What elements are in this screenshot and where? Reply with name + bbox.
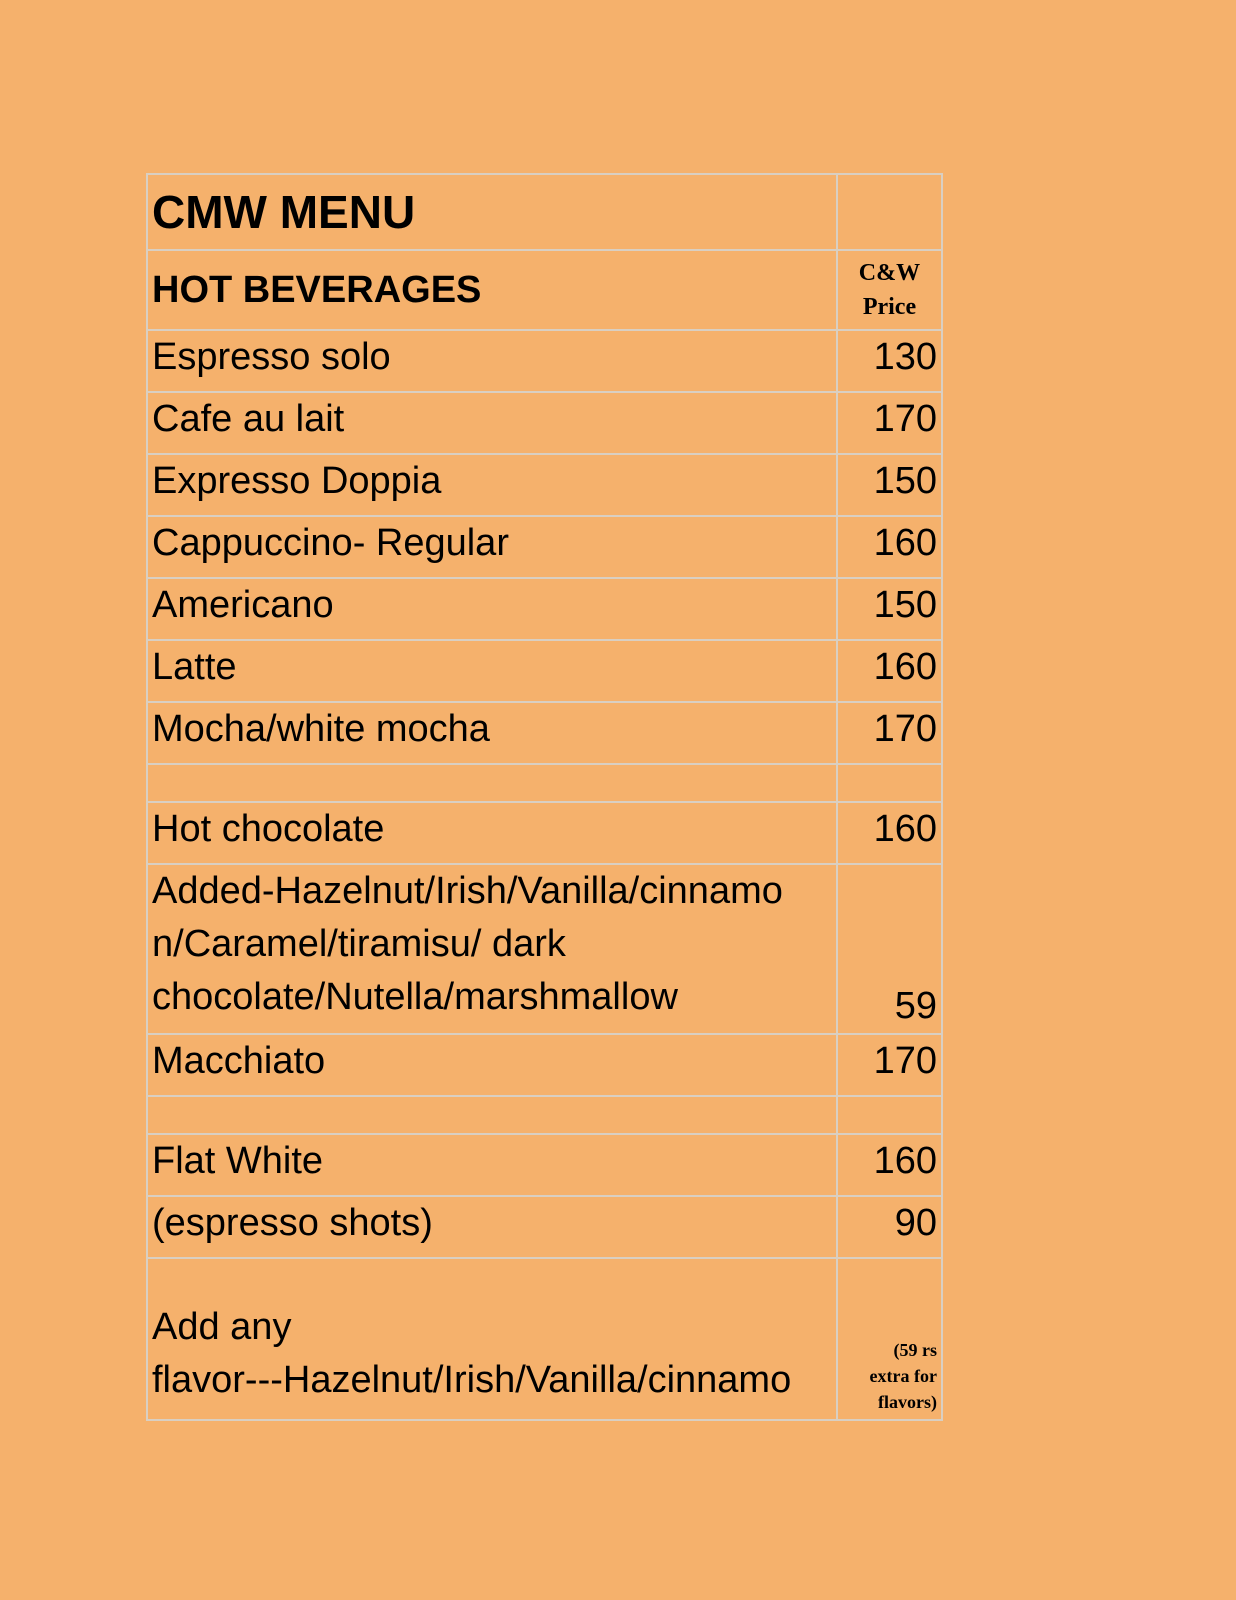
menu-row — [147, 392, 942, 454]
empty-cell — [837, 1096, 942, 1134]
flavor-addon-line1: Add any — [152, 1306, 292, 1348]
item-name: Mocha/white mocha — [147, 702, 837, 764]
section-row — [147, 250, 942, 330]
item-name: Latte — [147, 640, 837, 702]
note-line3: flavors) — [878, 1392, 937, 1412]
item-price: 150 — [837, 578, 942, 640]
item-price: 160 — [837, 802, 942, 864]
menu-row — [147, 1196, 942, 1258]
menu-row — [147, 802, 942, 864]
item-name: Added-Hazelnut/Irish/Vanilla/cinnamo n/Caramel/tiramisu/ dark chocolate/Nutella/marshmallow — [147, 864, 837, 1034]
empty-cell — [147, 764, 837, 802]
item-name: Macchiato — [147, 1034, 837, 1096]
menu-row — [147, 1034, 942, 1096]
section-heading: HOT BEVERAGES — [147, 250, 837, 330]
menu-row — [147, 578, 942, 640]
item-name: Expresso Doppia — [147, 454, 837, 516]
price-header-line1: C&W — [858, 260, 921, 286]
flavor-price-note — [837, 1258, 942, 1420]
empty-cell — [837, 174, 942, 250]
note-line1: (59 rs — [893, 1340, 937, 1360]
item-name: Espresso solo — [147, 330, 837, 392]
item-price: 160 — [837, 1134, 942, 1196]
menu-row — [147, 864, 942, 1034]
item-name: Hot chocolate — [147, 802, 837, 864]
menu-row-last — [147, 1258, 942, 1420]
menu-title: CMW MENU — [147, 174, 837, 250]
item-name: Flat White — [147, 1134, 837, 1196]
price-header-line2: Price — [862, 294, 917, 320]
menu-row — [147, 330, 942, 392]
note-line2: extra for — [869, 1366, 937, 1386]
item-price: 130 — [837, 330, 942, 392]
menu-row — [147, 640, 942, 702]
item-price: 59 — [837, 864, 942, 1034]
menu-table — [146, 173, 943, 1421]
spacer-row — [147, 1096, 942, 1134]
flavor-addon-line2: flavor---Hazelnut/Irish/Vanilla/cinnamo — [152, 1359, 792, 1401]
menu-row — [147, 702, 942, 764]
menu-row — [147, 454, 942, 516]
item-price: 160 — [837, 640, 942, 702]
empty-cell — [837, 764, 942, 802]
item-name: (espresso shots) — [147, 1196, 837, 1258]
price-column-header — [837, 250, 942, 330]
flavor-addon-text — [147, 1258, 837, 1420]
item-name: Cafe au lait — [147, 392, 837, 454]
item-price: 90 — [837, 1196, 942, 1258]
empty-cell — [147, 1096, 837, 1134]
item-name: Cappuccino- Regular — [147, 516, 837, 578]
title-row — [147, 174, 942, 250]
item-price: 160 — [837, 516, 942, 578]
menu-row — [147, 1134, 942, 1196]
item-price: 170 — [837, 702, 942, 764]
item-price: 170 — [837, 1034, 942, 1096]
menu-row — [147, 516, 942, 578]
item-price: 150 — [837, 454, 942, 516]
spacer-row — [147, 764, 942, 802]
item-name: Americano — [147, 578, 837, 640]
item-price: 170 — [837, 392, 942, 454]
